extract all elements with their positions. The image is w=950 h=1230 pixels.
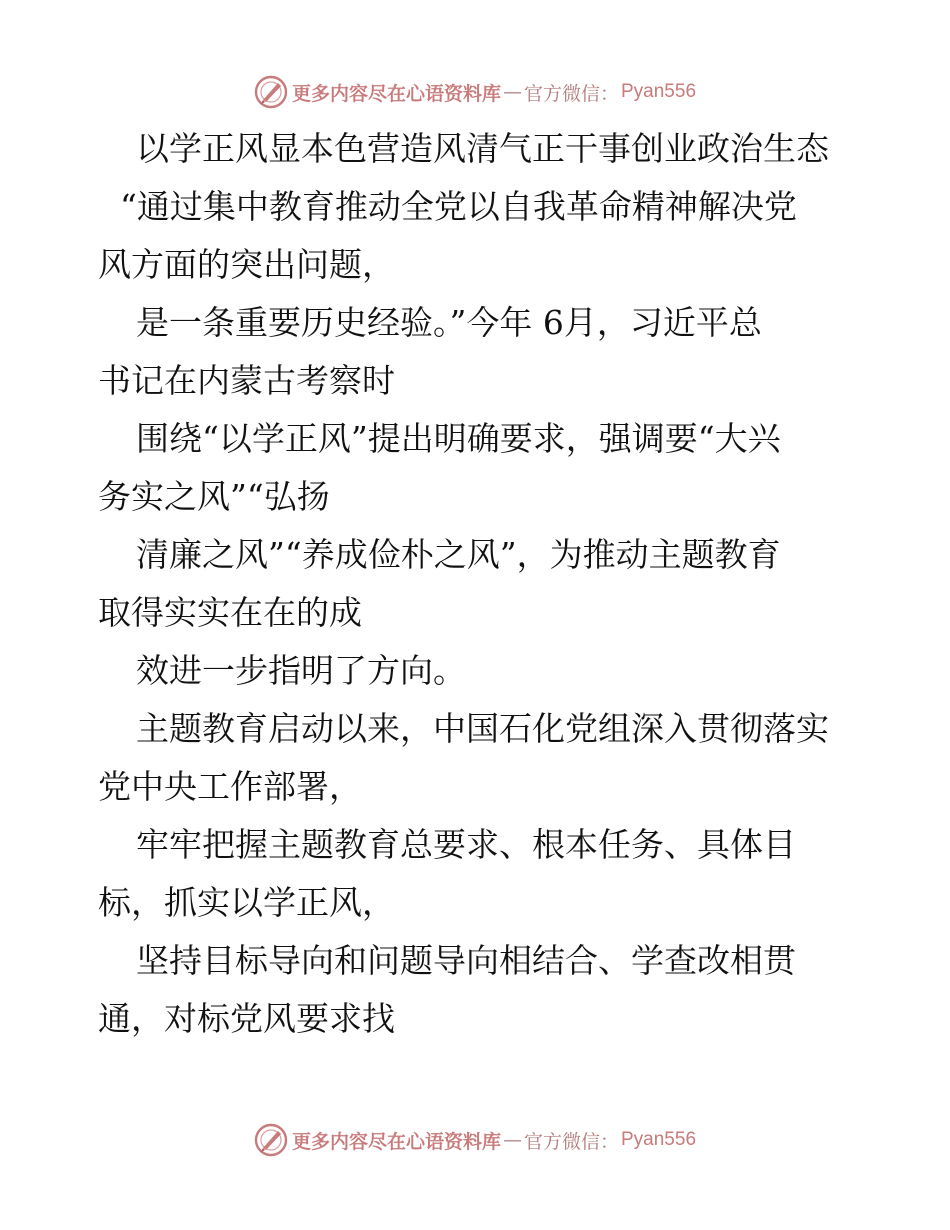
watermark-separator: — [502,1129,522,1151]
body-line: 牢牢把握主题教育总要求、根本任务、具体目 [136,825,796,864]
header-watermark [0,72,950,112]
body-line: “通过集中教育推动全党以自我革命精神解决党 [120,187,797,226]
body-line: 书记在内蒙古考察时 [98,361,395,400]
quill-logo-icon [254,75,288,109]
body-line: 坚持目标导向和问题导向相结合、学查改相贯 [136,941,796,980]
body-line: 是一条重要历史经验。”今年 6月，习近平总 [136,303,762,342]
quill-logo-icon [254,1123,288,1157]
body-line: 清廉之风”“养成俭朴之风”，为推动主题教育 [136,535,781,574]
watermark-label: 官方微信： [523,82,619,105]
watermark-main-text: 更多内容尽在心语资料库 [291,1130,501,1153]
body-line: 党中央工作部署， [98,767,362,806]
watermark-label: 官方微信： [523,1130,619,1153]
watermark-main-text: 更多内容尽在心语资料库 [291,82,501,105]
body-line: 围绕“以学正风”提出明确要求，强调要“大兴 [136,419,781,458]
watermark-separator: — [502,81,522,103]
body-line: 务实之风”“弘扬 [98,477,330,516]
body-line: 主题教育启动以来，中国石化党组深入贯彻落实 [136,709,829,748]
footer-watermark [0,1120,950,1160]
body-line: 通，对标党风要求找 [98,999,395,1038]
body-line: 效进一步指明了方向。 [136,651,466,690]
document-body [98,120,858,1048]
body-line: 风方面的突出问题， [98,245,395,284]
watermark-wechat-id: Pyan556 [621,81,697,102]
body-line: 取得实实在在的成 [98,593,362,632]
body-line: 标，抓实以学正风， [98,883,395,922]
body-line: 以学正风显本色营造风清气正干事创业政治生态 [136,129,829,168]
watermark-wechat-id: Pyan556 [621,1129,697,1150]
